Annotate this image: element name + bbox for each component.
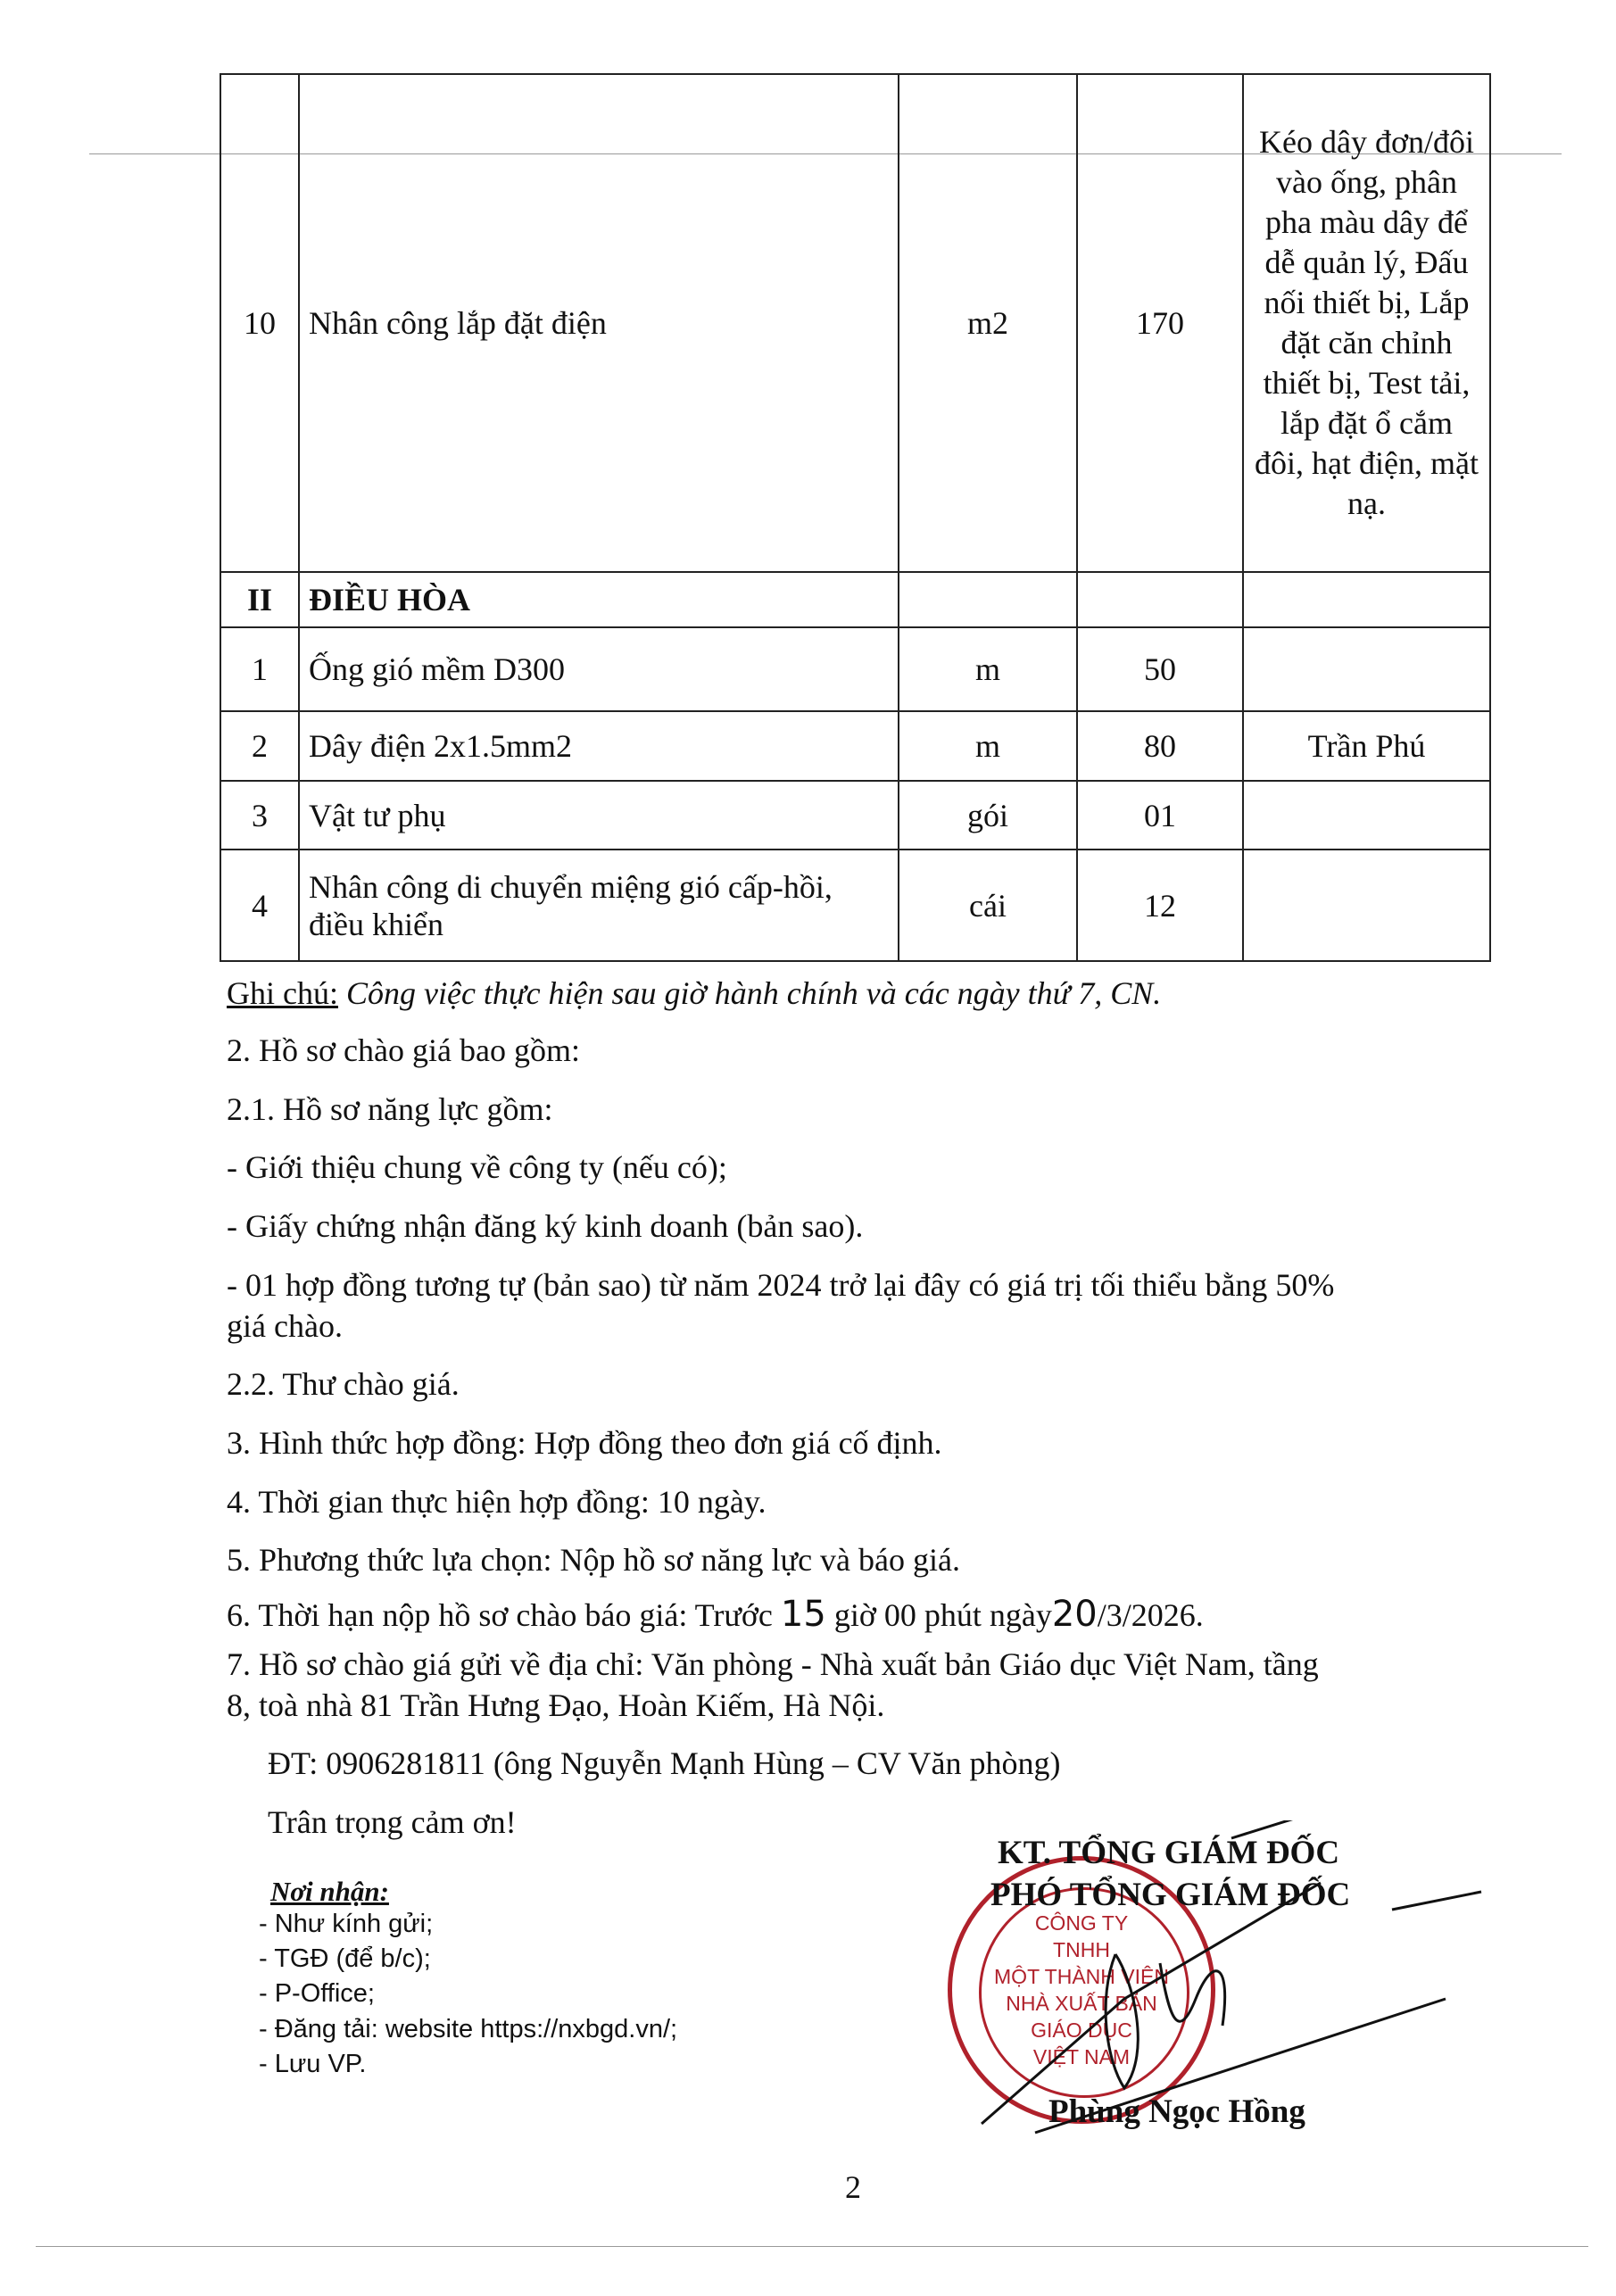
recipient-item: - Như kính gửi; <box>259 1910 434 1938</box>
recipient-item: - TGĐ (để b/c); <box>259 1944 431 1973</box>
recipient-item: - Lưu VP. <box>259 2050 367 2078</box>
text-line: 2. Hồ sơ chào giá bao gồm: <box>227 1032 580 1068</box>
table-row <box>220 74 1490 572</box>
text-line: - Giấy chứng nhận đăng ký kinh doanh (bản sao). <box>227 1208 864 1244</box>
note-text: Công việc thực hiện sau giờ hành chính và các ngày thứ 7, CN. <box>345 975 1162 1011</box>
table-row <box>220 781 1490 850</box>
stamp-line: MỘT THÀNH VIÊN <box>994 1965 1169 1988</box>
table-row <box>220 850 1490 961</box>
page-number: 2 <box>845 2169 861 2205</box>
text-line: 4. Thời gian thực hiện hợp đồng: 10 ngày. <box>227 1484 767 1520</box>
cell-no: II <box>220 572 299 627</box>
cell-qty: 80 <box>1077 711 1243 781</box>
text-line: 2.1. Hồ sơ năng lực gồm: <box>227 1091 553 1127</box>
text-line: 8, toà nhà 81 Trần Hưng Đạo, Hoàn Kiếm, Hà Nội. <box>227 1687 885 1723</box>
stamp-line: GIÁO DỤC <box>1031 2018 1132 2042</box>
cell-note <box>1243 781 1490 850</box>
signature-title-1: KT. TỔNG GIÁM ĐỐC <box>998 1835 1340 1871</box>
cell-name: Vật tư phụ <box>299 781 899 850</box>
table-row <box>220 711 1490 781</box>
cell-qty: 170 <box>1077 74 1243 572</box>
cell-no: 10 <box>220 74 299 572</box>
stamp-line: CÔNG TY <box>1034 1911 1129 1935</box>
scan-line <box>36 2246 1588 2247</box>
cell-note <box>1243 627 1490 711</box>
signer-name: Phùng Ngọc Hồng <box>1048 2093 1305 2130</box>
table-row <box>220 627 1490 711</box>
cell-note <box>1243 850 1490 961</box>
phone-line: ĐT: 0906281811 (ông Nguyễn Mạnh Hùng – CV Văn phòng) <box>268 1745 1061 1781</box>
cell-qty: 50 <box>1077 627 1243 711</box>
items-table <box>220 73 1491 962</box>
text-line: 3. Hình thức hợp đồng: Hợp đồng theo đơn giá cố định. <box>227 1425 942 1461</box>
deadline-line <box>227 1594 1204 1635</box>
stamp-line: TNHH <box>1053 1938 1110 1961</box>
cell-unit <box>899 572 1077 627</box>
cell-name: ĐIỀU HÒA <box>299 572 899 627</box>
cell-no: 3 <box>220 781 299 850</box>
cell-name: Dây điện 2x1.5mm2 <box>299 711 899 781</box>
cell-unit: gói <box>899 781 1077 850</box>
signature-title-2: PHÓ TỔNG GIÁM ĐỐC <box>990 1877 1351 1913</box>
cell-note: Trần Phú <box>1243 711 1490 781</box>
text-line: - Giới thiệu chung về công ty (nếu có); <box>227 1149 727 1185</box>
deadline-post: /3/2026. <box>1097 1597 1204 1633</box>
handwritten-day: 20 <box>1051 1594 1098 1635</box>
note-line <box>227 974 1161 1012</box>
table-section-row <box>220 572 1490 627</box>
text-line: 2.2. Thư chào giá. <box>227 1366 460 1402</box>
cell-name: Nhân công lắp đặt điện <box>299 74 899 572</box>
cell-unit: m2 <box>899 74 1077 572</box>
cell-qty: 01 <box>1077 781 1243 850</box>
cell-qty: 12 <box>1077 850 1243 961</box>
cell-name: Ống gió mềm D300 <box>299 627 899 711</box>
text-line: 5. Phương thức lựa chọn: Nộp hồ sơ năng lực và báo giá. <box>227 1542 960 1578</box>
cell-unit: m <box>899 711 1077 781</box>
cell-no: 2 <box>220 711 299 781</box>
stamp-line: VIỆT NAM <box>1032 2045 1131 2068</box>
recipient-item: - Đăng tải: website https://nxbgd.vn/; <box>259 2015 678 2043</box>
cell-no: 4 <box>220 850 299 961</box>
handwritten-hour: 15 <box>780 1594 826 1635</box>
text-line: - 01 hợp đồng tương tự (bản sao) từ năm 2024 trở lại đây có giá trị tối thiểu bằng 50% <box>227 1267 1335 1303</box>
cell-note <box>1243 572 1490 627</box>
cell-unit: cái <box>899 850 1077 961</box>
cell-unit: m <box>899 627 1077 711</box>
stamp-line: NHÀ XUẤT BẢN <box>1006 1992 1157 2015</box>
cell-note: Kéo dây đơn/đôi vào ống, phân pha màu dây để dễ quản lý, Đấu nối thiết bị, Lắp đặt căn chỉnh thiết bị, Test tải, lắp đặt ổ cắm đôi, hạt điện, mặt nạ. <box>1243 74 1490 572</box>
text-line: giá chào. <box>227 1308 343 1344</box>
cell-qty <box>1077 572 1243 627</box>
deadline-pre: 6. Thời hạn nộp hồ sơ chào báo giá: Trước <box>227 1597 781 1633</box>
cell-name: Nhân công di chuyển miệng gió cấp-hồi, điều khiển <box>299 850 899 961</box>
note-label: Ghi chú: <box>227 975 338 1011</box>
thanks-line: Trân trọng cảm ơn! <box>268 1804 517 1840</box>
recipients-title: Nơi nhận: <box>270 1876 389 1907</box>
deadline-mid: giờ 00 phút ngày <box>825 1597 1052 1633</box>
recipient-item: - P-Office; <box>259 1979 375 2008</box>
cell-no: 1 <box>220 627 299 711</box>
text-line: 7. Hồ sơ chào giá gửi về địa chỉ: Văn phòng - Nhà xuất bản Giáo dục Việt Nam, tầng <box>227 1646 1319 1682</box>
